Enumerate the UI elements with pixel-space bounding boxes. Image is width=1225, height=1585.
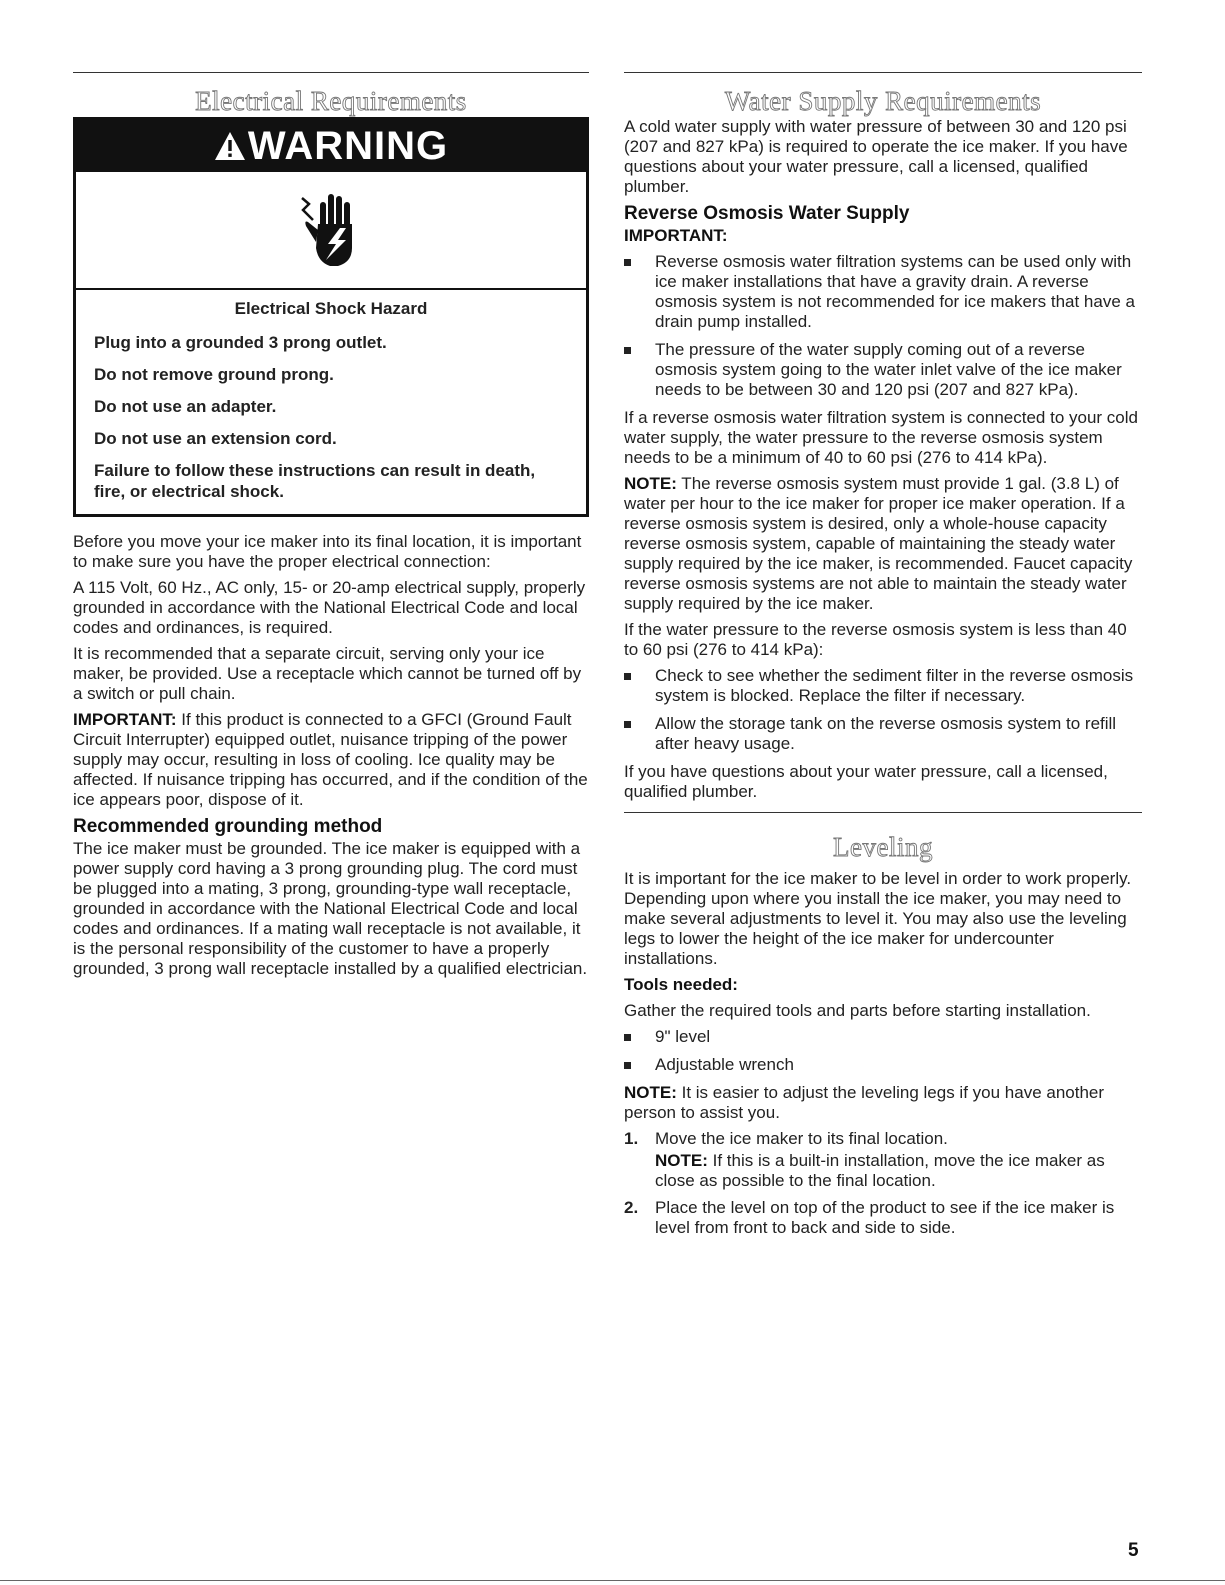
paragraph: Before you move your ice maker into its final location, it is important to make sure you have the proper electrical connection: bbox=[73, 532, 582, 571]
note-paragraph bbox=[624, 474, 1142, 614]
section-title-leveling: Leveling bbox=[833, 832, 933, 862]
list-item: Adjustable wrench bbox=[624, 1055, 1142, 1075]
important-paragraph bbox=[73, 710, 589, 810]
list-item: Reverse osmosis water filtration systems can be used only with ice maker installations that have a gravity drain. A reverse osmosis system is not recommended for ice makers that have a drain pump installed. bbox=[624, 252, 1142, 332]
bullet-list bbox=[624, 252, 1142, 400]
paragraph: It is recommended that a separate circuit, serving only your ice maker, be provided. Use a receptacle which cannot be turned off by a switch or pull chain. bbox=[73, 644, 582, 703]
hazard-title: Electrical Shock Hazard bbox=[234, 299, 428, 318]
warning-icon-area bbox=[76, 172, 586, 290]
important-text: If this product is connected to a GFCI (Ground Fault Circuit Interrupter) equipped outlet, nuisance tripping of the power supply may occur, resulting in loss of cooling. Ice quality may be affected. If nuisance tripping has occurred, and if the condition of the ice appears poor, dispose of it. bbox=[73, 710, 588, 809]
step-number: 2. bbox=[624, 1198, 639, 1217]
paragraph: It is important for the ice maker to be level in order to work properly. Depending upon where you install the ice maker, you may need to make several adjustments to level it. You may also use the leveling legs to lower the height of the ice maker for undercounter installations. bbox=[624, 869, 1132, 968]
steps-list bbox=[624, 1129, 1142, 1238]
warning-box bbox=[73, 117, 589, 517]
note-label: NOTE: bbox=[624, 474, 677, 493]
warning-line: Do not remove ground prong. bbox=[94, 365, 334, 384]
step-text: Move the ice maker to its final location. bbox=[655, 1129, 948, 1148]
bullet-list bbox=[624, 666, 1142, 754]
ro-heading: Reverse Osmosis Water Supply bbox=[624, 203, 910, 224]
tools-list bbox=[624, 1027, 1142, 1075]
paragraph: A 115 Volt, 60 Hz., AC only, 15- or 20-amp electrical supply, properly grounded in accordance with the National Electrical Code and local codes and ordinances, is required. bbox=[73, 578, 586, 637]
important-label: IMPORTANT: bbox=[73, 710, 177, 729]
section-title-water: Water Supply Requirements bbox=[724, 86, 1042, 116]
step-text: Place the level on top of the product to see if the ice maker is level from front to back and side to side. bbox=[655, 1198, 1115, 1237]
note-label: NOTE: bbox=[655, 1151, 708, 1170]
list-item: The pressure of the water supply coming out of a reverse osmosis system going to the water inlet valve of the ice maker needs to be between 30 and 120 psi (207 and 827 kPa). bbox=[624, 340, 1142, 400]
warning-line: Failure to follow these instructions can result in death, fire, or electrical shock. bbox=[94, 461, 536, 501]
list-item: Allow the storage tank on the reverse osmosis system to refill after heavy usage. bbox=[624, 714, 1142, 754]
section-divider bbox=[624, 812, 1142, 813]
warning-line: Do not use an adapter. bbox=[94, 397, 277, 416]
step-number: 1. bbox=[624, 1129, 639, 1148]
paragraph: If you have questions about your water pressure, call a licensed, qualified plumber. bbox=[624, 762, 1108, 801]
warning-body bbox=[76, 290, 586, 514]
right-column bbox=[624, 72, 1142, 1245]
section-divider bbox=[73, 72, 589, 73]
warning-line: Plug into a grounded 3 prong outlet. bbox=[94, 333, 387, 352]
grounding-heading: Recommended grounding method bbox=[73, 816, 383, 837]
paragraph: A cold water supply with water pressure of between 30 and 120 psi (207 and 827 kPa) is required to operate the ice maker. If you have questions about your water pressure, call a licensed, qualified plumber. bbox=[624, 117, 1128, 196]
step-item bbox=[624, 1198, 1142, 1238]
note-paragraph bbox=[624, 1083, 1142, 1123]
electrical-shock-hand-icon bbox=[300, 190, 362, 270]
step-note bbox=[655, 1151, 1142, 1191]
tools-heading: Tools needed: bbox=[624, 975, 738, 994]
section-divider bbox=[624, 72, 1142, 73]
paragraph: If a reverse osmosis water filtration system is connected to your cold water supply, the water pressure to the reverse osmosis system needs to be a minimum of 40 to 60 psi (276 to 414 kPa). bbox=[624, 408, 1138, 467]
warning-header bbox=[76, 120, 586, 172]
note-text: It is easier to adjust the leveling legs if you have another person to assist you. bbox=[624, 1083, 1105, 1122]
paragraph: Gather the required tools and parts before starting installation. bbox=[624, 1001, 1091, 1020]
paragraph: If the water pressure to the reverse osmosis system is less than 40 to 60 psi (276 to 414 kPa): bbox=[624, 620, 1127, 659]
warning-heading: WARNING bbox=[247, 124, 449, 168]
page-number: 5 bbox=[1128, 1540, 1139, 1561]
note-label: NOTE: bbox=[624, 1083, 677, 1102]
grounding-paragraph: The ice maker must be grounded. The ice maker is equipped with a power supply cord having a 3 prong grounding plug. The cord must be plugged into a mating, 3 prong, grounding-type wall receptacle, grounded in accordance with the National Electrical Code and local codes and ordinances. If a mating wall receptacle is not available, it is the personal responsibility of the customer to have a properly grounded, 3 prong wall receptacle installed by a qualified electrician. bbox=[73, 839, 588, 978]
step-item bbox=[624, 1129, 1142, 1191]
important-label: IMPORTANT: bbox=[624, 226, 728, 245]
list-item: Check to see whether the sediment filter in the reverse osmosis system is blocked. Replace the filter if necessary. bbox=[624, 666, 1142, 706]
left-column bbox=[73, 72, 589, 985]
bottom-edge-line bbox=[0, 1580, 1225, 1581]
warning-triangle-icon bbox=[214, 122, 246, 174]
section-title-electrical: Electrical Requirements bbox=[195, 86, 467, 116]
step-note-text: If this is a built-in installation, move the ice maker as close as possible to the final location. bbox=[655, 1151, 1105, 1190]
warning-line: Do not use an extension cord. bbox=[94, 429, 337, 448]
list-item: 9" level bbox=[624, 1027, 1142, 1047]
note-text: The reverse osmosis system must provide 1 gal. (3.8 L) of water per hour to the ice maker for proper ice maker operation. If a reverse osmosis system is desired, only a whole-house capacity reverse osmosis system, capable of maintaining the steady water supply required by the ice maker, is recommended. Faucet capacity reverse osmosis systems are not able to maintain the steady water supply required by the ice maker. bbox=[624, 474, 1133, 613]
